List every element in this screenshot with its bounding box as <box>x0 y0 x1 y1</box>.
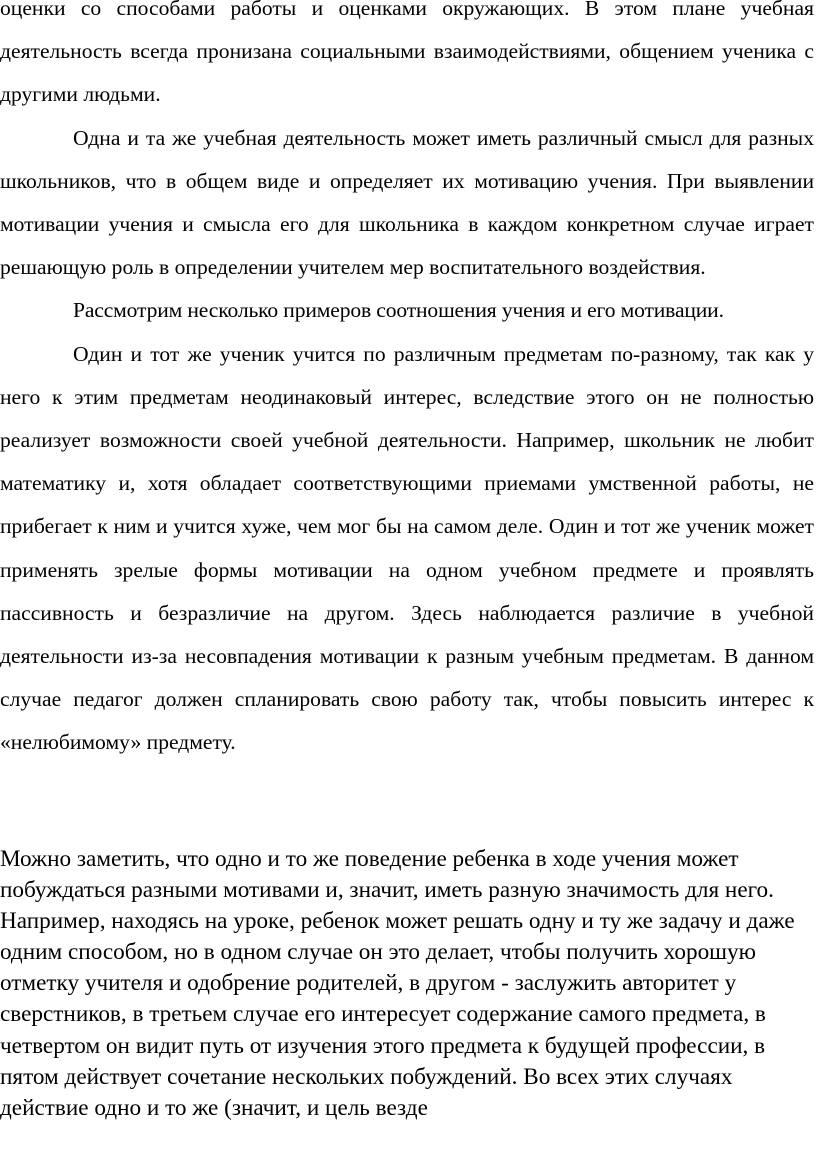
paragraph-examples-intro: Рассмотрим несколько примеров соотношения учения и его мотивации. <box>73 298 724 323</box>
paragraph-same-student: Один и тот же ученик учится по различным предметам по-разному, так как у него к этим предметам неодинаковый интерес, вследствие этого он не полностью реализует возможности своей учебной деятельности. Например, школьник не любит математику и, хотя обладает соответствующими приемами умственной работы, не прибегает к ним и учится хуже, чем мог бы на самом деле. Один и тот же ученик может применять зрелые формы мотивации на одном учебном предмете и проявлять пассивность и безразличие на другом. Здесь наблюдается различие в учебной деятельности из-за несовпадения мотивации к разным учебным предметам. В данном случае педагог должен спланировать свою работу так, чтобы повысить интерес к «нелюбимому» предмету. <box>0 341 814 755</box>
paragraph-continuation: оценки со способами работы и оценками окружающих. В этом плане учебная деятельность всегда пронизана социальными взаимодействиями, общением ученика с другими людьми. <box>0 0 814 107</box>
paragraph-different-motives: Можно заметить, что одно и то же поведение ребенка в ходе учения может побуждаться разными мотивами и, значит, иметь разную значимость для него. Например, находясь на уроке, ребенок может решать одну и ту же задачу и даже одним способом, но в одном случае он это делает, чтобы получить хорошую отметку учителя и одобрение родителей, в другом - заслужить авторитет у сверстников, в третьем случае его интересует содержание самого предмета, в четвертом он видит путь от изучения этого предмета к будущей профессии, в пятом действует сочетание нескольких побуждений. Во всех этих случаях действие одно и то же (значит, и цель везде <box>0 846 795 1121</box>
paragraph-meaning: Одна и та же учебная деятельность может иметь различный смысл для разных школьников, что в общем виде и определяет их мотивацию учения. При выявлении мотивации учения и смысла его для школьника в каждом конкретном случае играет решающую роль в определении учителем мер воспитательного воздействия. <box>0 125 814 280</box>
